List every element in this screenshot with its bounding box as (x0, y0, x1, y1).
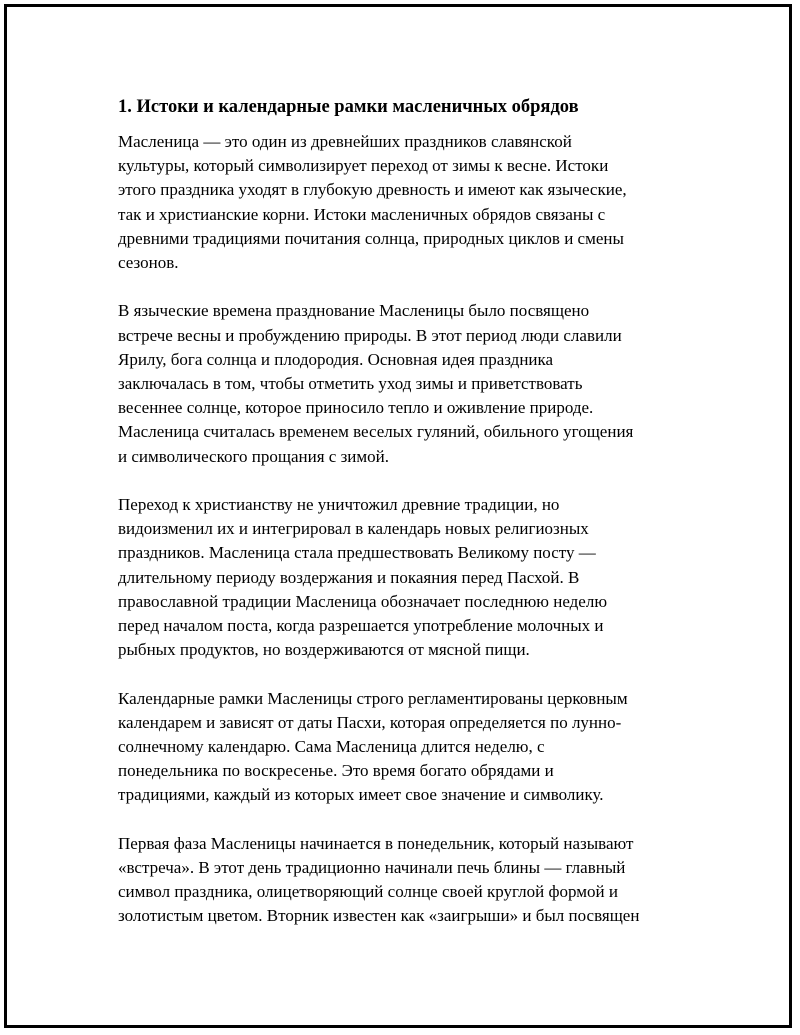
paragraph-line: календарем и зависят от даты Пасхи, которая определяется по лунно- (118, 712, 622, 732)
document-body (118, 95, 693, 953)
paragraph-line: православной традиции Масленица обозначает последнюю неделю (118, 591, 608, 611)
paragraph-line: и символического прощания с зимой. (118, 446, 389, 466)
paragraph-line: заключалась в том, чтобы отметить уход зимы и приветствовать (118, 374, 583, 394)
paragraph (118, 687, 693, 808)
paragraph-line: культуры, который символизирует переход от зимы к весне. Истоки (118, 156, 609, 176)
paragraph-line: этого праздника уходят в глубокую древность и имеют как языческие, (118, 180, 627, 200)
paragraph-line: длительному периоду воздержания и покаяния перед Пасхой. В (118, 567, 580, 587)
paragraph-line: так и христианские корни. Истоки масленичных обрядов связаны с (118, 204, 606, 224)
paragraph-line: рыбных продуктов, но воздерживаются от мясной пищи. (118, 640, 530, 660)
paragraph-line: Переход к христианству не уничтожил древние традиции, но (118, 495, 560, 515)
paragraph-line: встрече весны и пробуждению природы. В этот период люди славили (118, 325, 622, 345)
paragraph-line: В языческие времена празднование Масленицы было посвящено (118, 301, 590, 321)
paragraph (118, 299, 693, 468)
paragraph-line: традициями, каждый из которых имеет свое значение и символику. (118, 785, 604, 805)
paragraph-line: солнечному календарю. Сама Масленица длится неделю, с (118, 737, 545, 757)
paragraph (118, 130, 693, 275)
paragraph-line: весеннее солнце, которое приносило тепло и оживление природе. (118, 398, 594, 418)
paragraph (118, 493, 693, 662)
paragraph-line: «встреча». В этот день традиционно начинали печь блины — главный (118, 858, 626, 878)
paragraph-line: Ярилу, бога солнца и плодородия. Основная идея праздника (118, 349, 554, 369)
paragraph-line: праздников. Масленица стала предшествовать Великому посту — (118, 543, 596, 563)
paragraph-line: символ праздника, олицетворяющий солнце своей круглой формой и (118, 882, 618, 902)
paragraph-line: сезонов. (118, 253, 179, 273)
paragraph-line: видоизменил их и интегрировал в календарь новых религиозных (118, 519, 589, 539)
paragraph-line: золотистым цветом. Вторник известен как «заигрыши» и был посвящен (118, 906, 640, 926)
paragraph-line: Масленица считалась временем веселых гуляний, обильного угощения (118, 422, 634, 442)
paragraphs-container (118, 130, 693, 929)
paragraph (118, 832, 693, 929)
section-heading: 1. Истоки и календарные рамки масленичных обрядов (118, 97, 579, 117)
paragraph-line: понедельника по воскресенье. Это время богато обрядами и (118, 761, 554, 781)
paragraph-line: перед началом поста, когда разрешается употребление молочных и (118, 616, 604, 636)
paragraph-line: Первая фаза Масленицы начинается в понедельник, который называют (118, 833, 634, 853)
paragraph-line: древними традициями почитания солнца, природных циклов и смены (118, 228, 624, 248)
paragraph-line: Календарные рамки Масленицы строго регламентированы церковным (118, 688, 628, 708)
paragraph-line: Масленица — это один из древнейших праздников славянской (118, 132, 572, 151)
